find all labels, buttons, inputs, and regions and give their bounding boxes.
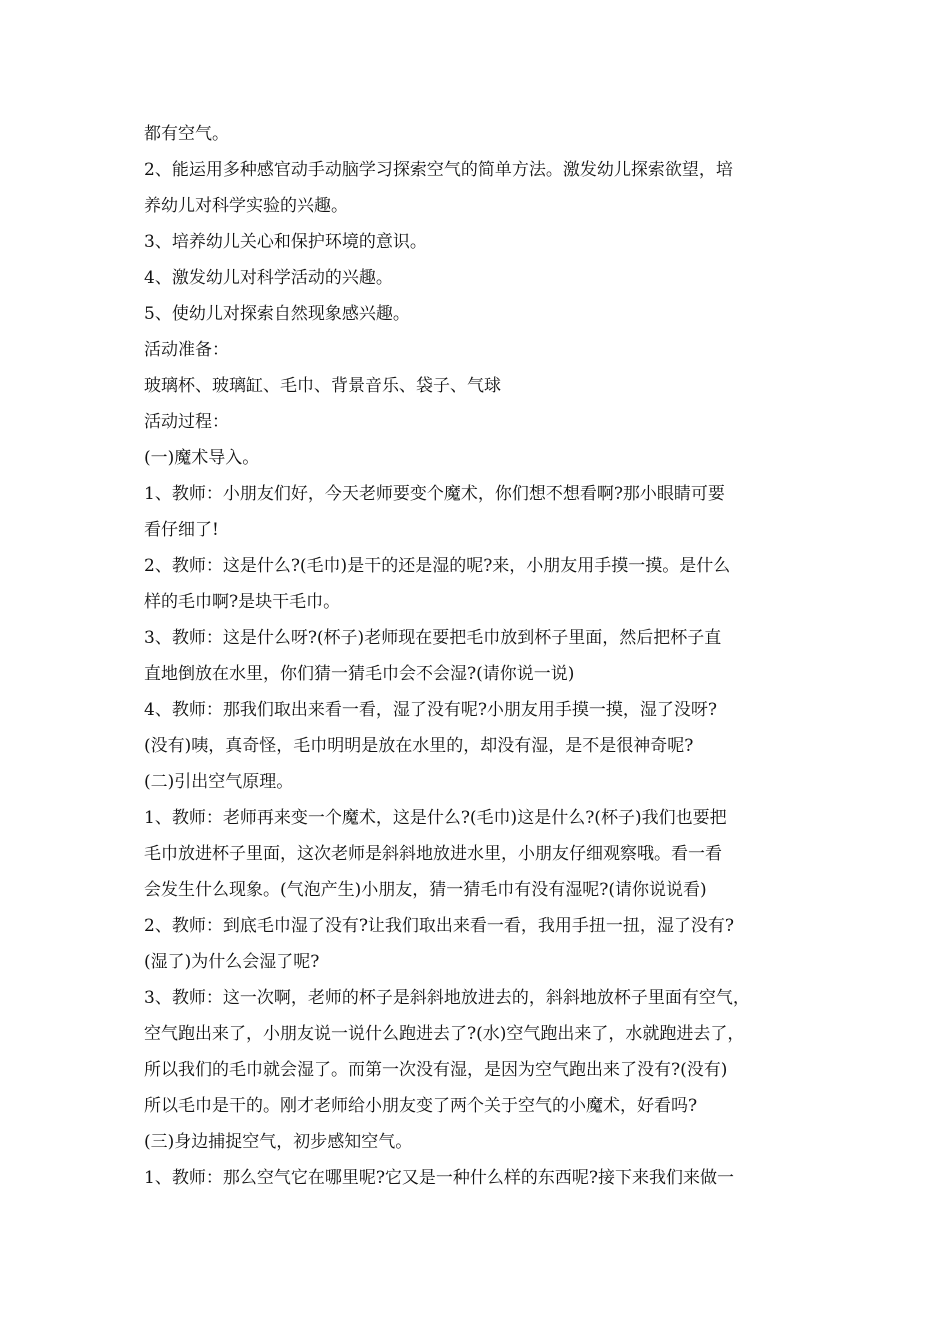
text-line: 1、教师：小朋友们好，今天老师要变个魔术，你们想不想看啊?那小眼睛可要 <box>144 484 725 504</box>
text-line: 空气跑出来了，小朋友说一说什么跑进去了?(水)空气跑出来了，水就跑进去了， <box>144 1024 745 1044</box>
text-line: 1、教师：那么空气它在哪里呢?它又是一种什么样的东西呢?接下来我们来做一 <box>144 1168 735 1188</box>
text-line: 1、教师：老师再来变一个魔术，这是什么?(毛巾)这是什么?(杯子)我们也要把 <box>144 808 727 828</box>
text-line: 2、教师：到底毛巾湿了没有?让我们取出来看一看，我用手扭一扭，湿了没有? <box>144 916 735 936</box>
text-line: 2、能运用多种感官动手动脑学习探索空气的简单方法。激发幼儿探索欲望，培 <box>144 160 733 180</box>
text-line: 3、教师：这一次啊，老师的杯子是斜斜地放进去的，斜斜地放杯子里面有空气， <box>144 988 750 1008</box>
text-line: 3、培养幼儿关心和保护环境的意识。 <box>144 232 427 252</box>
text-line: 4、教师：那我们取出来看一看，湿了没有呢?小朋友用手摸一摸，湿了没呀? <box>144 700 718 720</box>
text-line: 玻璃杯、玻璃缸、毛巾、背景音乐、袋子、气球 <box>144 376 501 396</box>
section-heading: 活动准备： <box>144 340 229 360</box>
section-heading: 活动过程： <box>144 412 229 432</box>
text-line: 养幼儿对科学实验的兴趣。 <box>144 196 348 216</box>
text-line: 所以我们的毛巾就会湿了。而第一次没有湿，是因为空气跑出来了没有?(没有) <box>144 1060 728 1080</box>
document-page <box>144 116 814 1196</box>
text-line: 会发生什么现象。(气泡产生)小朋友，猜一猜毛巾有没有湿呢?(请你说说看) <box>144 880 707 900</box>
text-line: 5、使幼儿对探索自然现象感兴趣。 <box>144 304 410 324</box>
text-line: (湿了)为什么会湿了呢? <box>144 952 320 972</box>
text-line: 看仔细了! <box>144 520 219 540</box>
text-line: 直地倒放在水里，你们猜一猜毛巾会不会湿?(请你说一说) <box>144 664 575 684</box>
subsection-heading: (一)魔术导入。 <box>144 448 260 468</box>
text-line: 所以毛巾是干的。刚才老师给小朋友变了两个关于空气的小魔术，好看吗? <box>144 1096 698 1116</box>
text-line: 样的毛巾啊?是块干毛巾。 <box>144 592 341 612</box>
text-line: 毛巾放进杯子里面，这次老师是斜斜地放进水里，小朋友仔细观察哦。看一看 <box>144 844 722 864</box>
text-line: 4、激发幼儿对科学活动的兴趣。 <box>144 268 393 288</box>
text-line: 都有空气。 <box>144 124 229 144</box>
subsection-heading: (三)身边捕捉空气，初步感知空气。 <box>144 1132 413 1152</box>
text-line: 2、教师：这是什么?(毛巾)是干的还是湿的呢?来，小朋友用手摸一摸。是什么 <box>144 556 731 576</box>
subsection-heading: (二)引出空气原理。 <box>144 772 294 792</box>
text-line: (没有)咦，真奇怪，毛巾明明是放在水里的，却没有湿，是不是很神奇呢? <box>144 736 694 756</box>
text-line: 3、教师：这是什么呀?(杯子)老师现在要把毛巾放到杯子里面，然后把杯子直 <box>144 628 722 648</box>
